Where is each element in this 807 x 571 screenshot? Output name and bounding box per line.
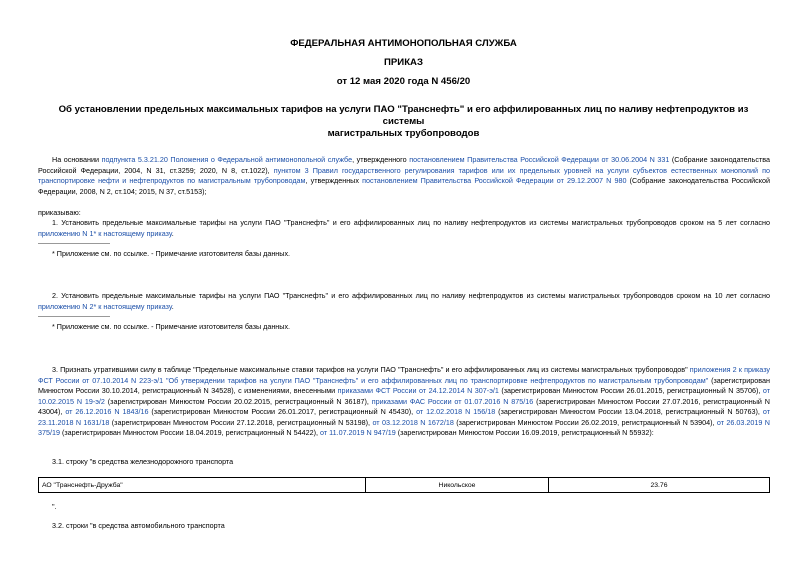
link-fas-order-1843[interactable]: от 26.12.2016 N 1843/16 <box>65 407 149 416</box>
item-2-text: 2. Установить предельные максимальные тарифы на услуги ПАО "Транснефть" и его аффилированных лиц по наливу нефтепродуктов из системы магистральных трубопроводов сроком на 10 лет согласно <box>52 291 770 300</box>
item-3-text: (зарегистрирован Минюстом России 20.02.2015, регистрационный N 36187), <box>104 396 372 406</box>
preamble-text: На основании <box>52 155 102 164</box>
preamble-text: , утвержденного <box>352 155 410 164</box>
item-3-paragraph <box>38 365 770 439</box>
link-fas-order-156[interactable]: от 12.02.2018 N 156/18 <box>416 407 496 416</box>
link-fst-order-19[interactable]: от 10.02.2015 N 19-э/2 <box>38 386 770 406</box>
table-cell-value: 23.76 <box>549 478 770 493</box>
link-tariff-rules[interactable]: пунктом 3 Правил государственного регулирования тарифов или их предельных уровней на услуги субъектов естественных монополий по транспортировке нефти и нефтепродуктов по магистральным трубопроводам <box>38 165 770 185</box>
link-government-decree-331[interactable]: постановлением Правительства Российской Федерации от 30.06.2004 N 331 <box>409 155 670 164</box>
preamble-text: (Собрание законодательства Российской Федерации, 2004, N 31, ст.3259; 2020, N 8, ст.1022), <box>38 155 770 175</box>
link-fas-order-375[interactable]: от 26.03.2019 N 375/19 <box>38 417 770 437</box>
tariff-table <box>38 477 770 493</box>
footnote-2: * Приложение см. по ссылке. - Примечание изготовителя базы данных. <box>52 322 291 331</box>
footnote-1: * Приложение см. по ссылке. - Примечание изготовителя базы данных. <box>52 249 291 258</box>
link-appendix-1[interactable]: приложению N 1* к настоящему приказу <box>38 228 172 238</box>
agency-heading: ФЕДЕРАЛЬНАЯ АНТИМОНОПОЛЬНАЯ СЛУЖБА <box>290 38 517 49</box>
document-title-line1: Об установлении предельных максимальных тарифов на услуги ПАО "Транснефть" и его аффилированных лиц по наливу нефтепродуктов из системы <box>58 104 749 127</box>
doc-date-heading: от 12 мая 2020 года N 456/20 <box>336 76 471 87</box>
footnote-divider <box>38 316 110 317</box>
link-fas-order-1672[interactable]: от 03.12.2018 N 1672/18 <box>372 417 454 427</box>
item-3-text: (зарегистрирован Минюстом России 27.12.2018, регистрационный N 53198), <box>109 417 373 427</box>
item-3-text: (зарегистрирован Минюстом России 26.01.2017, регистрационный N 45430), <box>148 407 417 416</box>
item-3-text: (зарегистрирован Минюстом России 26.01.2015, регистрационный N 35706), <box>498 386 763 395</box>
item-3-2: 3.2. строки "в средства автомобильного транспорта <box>52 521 225 530</box>
item-3-text: (зарегистрирован Минюстом России 18.04.2019, регистрационный N 54422), <box>59 428 320 437</box>
item-3-text: (зарегистрирован Минюстом России 27.07.2016, регистрационный N 43004), <box>38 396 770 416</box>
doc-type-heading: ПРИКАЗ <box>384 57 423 68</box>
document-title-line2: магистральных трубопроводов <box>327 128 480 139</box>
link-fas-regulation[interactable]: подпункта 5.3.21.20 Положения о Федеральной антимонопольной службе <box>101 155 353 164</box>
link-fas-order-947[interactable]: от 11.07.2019 N 947/19 <box>319 428 396 437</box>
preamble-text: , утвержденных <box>305 176 363 185</box>
item-3-text: (зарегистрирован Минюстом России 26.02.2019, регистрационный N 53904), <box>453 417 717 427</box>
link-government-decree-980[interactable]: постановлением Правительства Российской Федерации от 29.12.2007 N 980 <box>362 176 627 185</box>
link-fst-order-307[interactable]: приказами ФСТ России от 24.12.2014 N 307-э/1 <box>337 386 499 395</box>
preamble-text: (Собрание законодательства Российской Федерации, 2008, N 2, ст.104; 2015, N 37, ст.5153); <box>38 176 771 196</box>
item-3-text: (зарегистрирован Минюстом России 13.04.2018, регистрационный N 50763), <box>495 407 763 416</box>
item-1-paragraph <box>38 218 770 239</box>
link-appendix-2[interactable]: приложению N 2* к настоящему приказу <box>38 301 172 311</box>
item-3-text: (зарегистрирован Минюстом России 16.09.2019, регистрационный N 55932): <box>395 428 654 437</box>
table-closing-quote: ". <box>52 502 57 511</box>
link-fas-order-1631[interactable]: от 23.11.2018 N 1631/18 <box>38 407 770 427</box>
item-3-text: 3. Признать утратившими силу в таблице "Предельные максимальные ставки тарифов на услуги ПАО "Транснефть" и его аффилированных лиц из системы магистральных трубопроводов" <box>52 365 690 374</box>
table-cell-company: АО "Транснефть-Дружба" <box>39 478 366 493</box>
preamble-paragraph <box>38 155 770 197</box>
order-word: приказываю: <box>38 208 81 217</box>
table-row <box>39 478 770 493</box>
item-1-end: . <box>171 228 174 238</box>
link-fas-order-875[interactable]: приказами ФАС России от 01.07.2016 N 875/16 <box>371 396 534 406</box>
item-2-paragraph <box>38 291 770 312</box>
footnote-divider <box>38 243 110 244</box>
item-2-end: . <box>171 301 174 311</box>
item-1-text: 1. Установить предельные максимальные тарифы на услуги ПАО "Транснефть" и его аффилированных лиц по наливу нефтепродуктов из системы магистральных трубопроводов сроком на 5 лет согласно <box>52 218 770 227</box>
link-fst-order-223[interactable]: приложения 2 к приказу ФСТ России от 07.10.2014 N 223-э/1 "Об утверждении тарифов на услуги ПАО "Транснефть" и его аффилированных лиц по транспортировке нефтепродуктов по магистральным трубопроводам" <box>38 365 771 385</box>
item-3-1: 3.1. строку "в средства железнодорожного транспорта <box>52 457 234 466</box>
table-cell-station: Никольское <box>366 478 549 493</box>
item-3-text: (зарегистрирован Минюстом России 30.10.2014, регистрационный N 34528), с изменениями, внесенными <box>38 375 770 395</box>
document-title <box>50 104 757 140</box>
